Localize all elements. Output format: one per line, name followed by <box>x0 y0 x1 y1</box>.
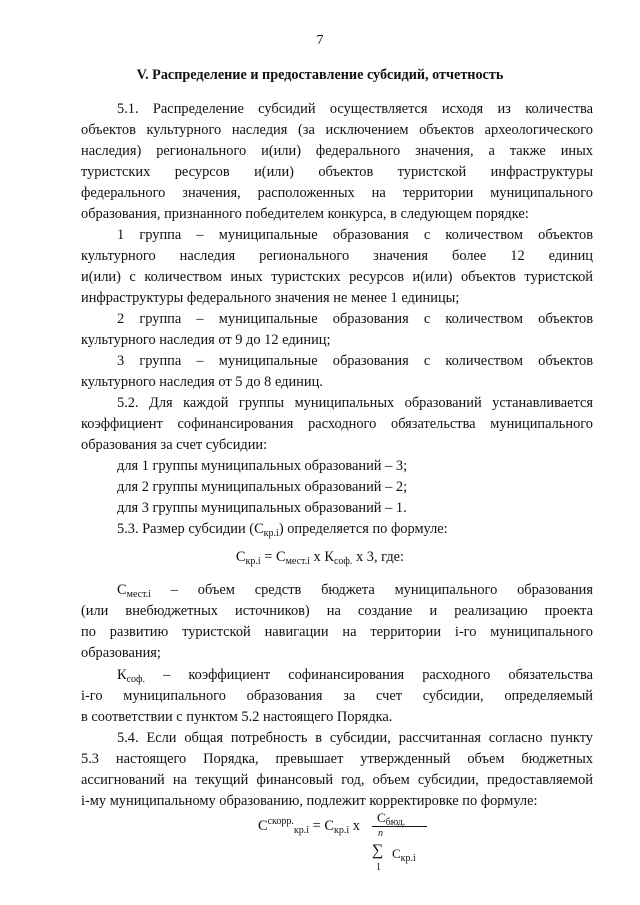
fraction-bar <box>372 826 427 827</box>
definition-line: образования; <box>81 645 161 661</box>
formula-subsidy: $С_{кр.i} = С_{мест.i}$ х $К_{соф.}$ х 3, где: <box>235 549 405 567</box>
text-line: 5.2. Для каждой группы муниципальных образований устанавливается <box>117 395 593 411</box>
text-line: и(или) с количеством иных туристских ресурсов и(или) объектов туристской <box>81 269 593 285</box>
text-line: объектов культурного наследия (за исключением объектов археологического <box>81 122 593 138</box>
definition-line: в соответствии с пунктом 5.2 настоящего Порядка. <box>81 709 393 725</box>
definition-line: $С_{мест.i}$ – объем средств бюджета муниципального образования <box>117 582 593 600</box>
text-line: образования, признанного победителем конкурса, в следующем порядке: <box>81 206 529 222</box>
text-line: ассигнований на текущий финансовый год, объем субсидии, предоставляемой <box>81 772 593 788</box>
text-line: для 1 группы муниципальных образований – 3; <box>117 458 408 474</box>
text-line: федерального значения, расположенных на территории муниципального <box>81 185 593 201</box>
text-line: наследия) регионального и(или) федерального значения, а также иных <box>81 143 593 159</box>
text-line: 3 группа – муниципальные образования с количеством объектов <box>117 353 593 369</box>
text-line: культурного наследия регионального значения более 12 единиц <box>81 248 593 264</box>
text-line: образования за счет субсидии: <box>81 437 268 453</box>
text-line: 5.3 настоящего Порядка, превышает утвержденный объем бюджетных <box>81 751 593 767</box>
text-line: 5.4. Если общая потребность в субсидии, рассчитанная согласно пункту <box>117 730 593 746</box>
text-line: инфраструктуры федерального значения не менее 1 единицы; <box>81 290 460 306</box>
definition-line: (или внебюджетных источников) на создание и реализацию проекта <box>81 603 593 619</box>
definition-line: i-го муниципального образования за счет субсидии, определяемый <box>81 688 593 704</box>
section-title: V. Распределение и предоставление субсидий, отчетность <box>136 67 504 83</box>
text-line: 2 группа – муниципальные образования с количеством объектов <box>117 311 593 327</box>
text-line: коэффициент софинансирования расходного обязательства муниципального <box>81 416 593 432</box>
text-line: i-му муниципальному образованию, подлежит корректировке по формуле: <box>81 793 538 809</box>
page-number: 7 <box>316 33 324 48</box>
text-line: культурного наследия от 9 до 12 единиц; <box>81 332 331 348</box>
text-line: туристских ресурсов и(или) объектов туристской инфраструктуры <box>81 164 593 180</box>
formula-intro: 5.3. Размер субсидии $(С_{кр.i})$ определяется по формуле: <box>117 521 448 539</box>
definition-line: $К_{соф.}$ – коэффициент софинансирования расходного обязательства <box>117 667 593 685</box>
definition-line: по развитию туристской навигации на территории i-го муниципального <box>81 624 593 640</box>
text-line: 5.1. Распределение субсидий осуществляется исходя из количества <box>117 101 593 117</box>
text-line: 1 группа – муниципальные образования с количеством объектов <box>117 227 593 243</box>
text-line: для 3 группы муниципальных образований – 1. <box>117 500 407 516</box>
text-line: для 2 группы муниципальных образований – 2; <box>117 479 408 495</box>
text-line: культурного наследия от 5 до 8 единиц. <box>81 374 323 390</box>
